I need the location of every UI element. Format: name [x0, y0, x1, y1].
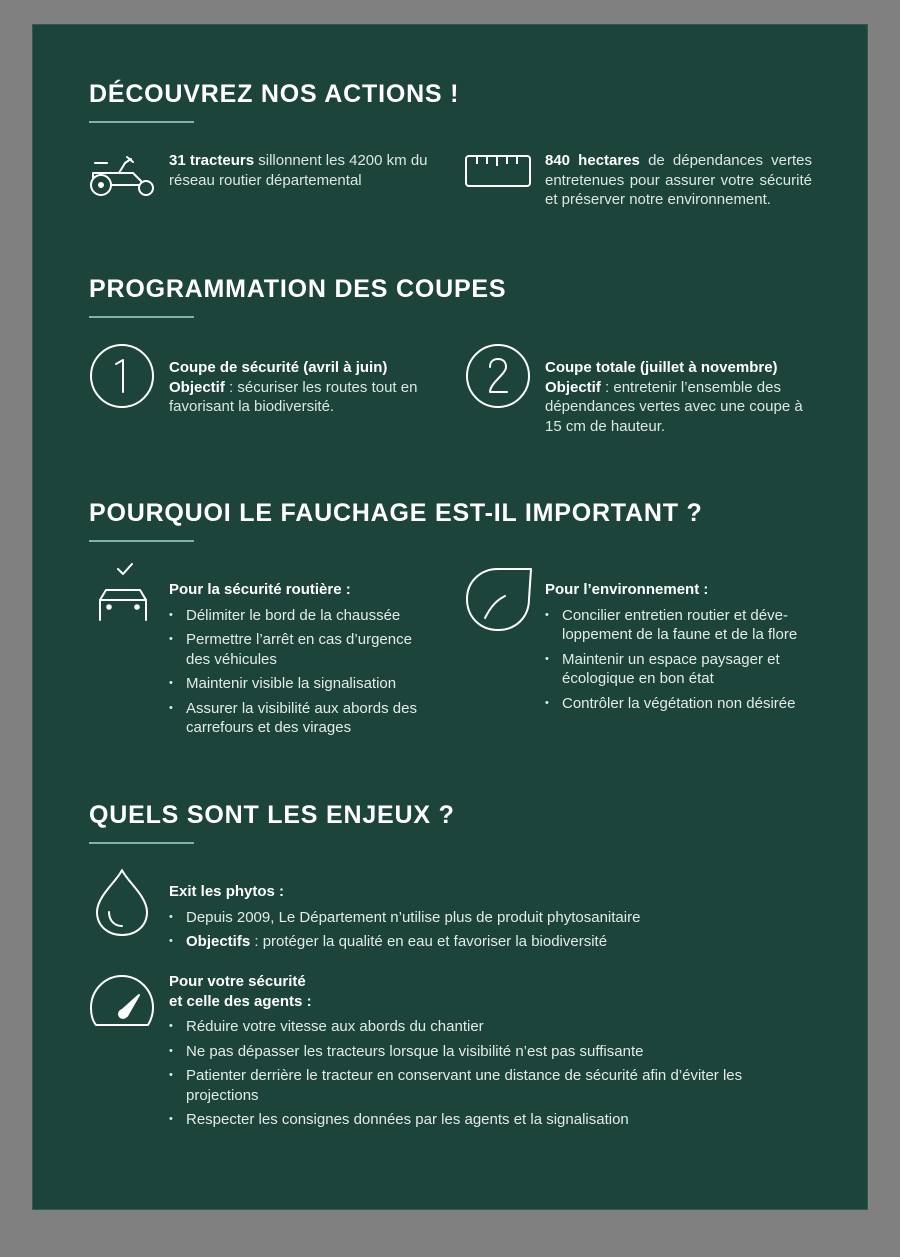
- number-2-circle-icon: [465, 342, 533, 410]
- hectares-desc: de dépendances vertes entretenues pour assurer votre sécurité et préserver notre environnement.: [545, 152, 812, 208]
- coupe-1-objectif-text: : sécuriser les routes tout en favorisant la biodiversité.: [169, 378, 418, 415]
- list-item: • Respecter les consignes données par les agents et la signalisation: [169, 1110, 809, 1130]
- securite-agents-heading: Pour votre sécurité: [169, 973, 306, 990]
- list-item: • Maintenir un espace paysager et écologique en bon état: [545, 650, 815, 689]
- securite-routiere-text: [169, 580, 439, 743]
- securite-agents-text: [169, 972, 809, 1135]
- environnement-list: [545, 606, 815, 714]
- section-title: DÉCOUVREZ NOS ACTIONS !: [89, 80, 460, 108]
- objectifs-text: : protéger la qualité en eau et favoriser la biodiversité: [250, 933, 608, 950]
- title-underline: [89, 842, 194, 844]
- coupe-2-title: Coupe totale (juillet à novembre): [545, 359, 778, 376]
- phytos-list: [169, 908, 769, 952]
- environnement-heading: Pour l’environnement :: [545, 581, 709, 598]
- section-pourquoi: [89, 498, 829, 736]
- title-underline: [89, 540, 194, 542]
- tracteurs-text: [169, 151, 429, 190]
- title-underline: [89, 316, 194, 318]
- section-title: POURQUOI LE FAUCHAGE EST-IL IMPORTANT ?: [89, 499, 703, 527]
- list-item: • Permettre l’arrêt en cas d’urgence des véhicules: [169, 630, 439, 669]
- tractor-icon: [89, 151, 159, 201]
- coupe-2-objectif-text: : entretenir l’ensemble des dépendances vertes avec une coupe à 15 cm de hauteur.: [545, 378, 803, 435]
- list-item: • Concilier entretien routier et déve-loppement de la faune et de la flore: [545, 606, 815, 645]
- number-1-circle-icon: [89, 342, 157, 410]
- list-item: • Délimiter le bord de la chaussée: [169, 606, 439, 626]
- securite-routiere-list: [169, 606, 439, 738]
- coupe-1-title: Coupe de sécurité (avril à juin): [169, 359, 388, 376]
- flyer-page: [32, 24, 868, 1210]
- list-item: • Assurer la visibilité aux abords des carrefours et des virages: [169, 699, 439, 738]
- hectares-count: 840 hectares: [545, 152, 640, 169]
- list-item: [169, 932, 769, 952]
- list-item: • Patienter derrière le tracteur en conservant une distance de sécurité afin d’éviter les projections: [169, 1066, 809, 1105]
- leaf-icon: [465, 566, 535, 636]
- objectifs-label: Objectifs: [186, 933, 251, 950]
- list-item: • Depuis 2009, Le Département n’utilise plus de produit phytosanitaire: [169, 908, 769, 928]
- section-actions: [89, 79, 829, 208]
- phytos-heading: Exit les phytos :: [169, 883, 285, 900]
- coupe-1-objectif-label: Objectif: [169, 378, 225, 396]
- list-item: • Maintenir visible la signalisation: [169, 674, 439, 694]
- phytos-text: [169, 882, 769, 957]
- list-item: • Réduire votre vitesse aux abords du chantier: [169, 1017, 809, 1037]
- securite-agents-heading-2: et celle des agents :: [169, 992, 312, 1010]
- list-item: • Ne pas dépasser les tracteurs lorsque la visibilité n’est pas suffisante: [169, 1042, 809, 1062]
- coupe-1-text: [169, 358, 434, 417]
- ruler-icon: [465, 151, 533, 191]
- speedometer-icon: [89, 974, 159, 1030]
- tracteurs-count: 31 tracteurs: [169, 152, 255, 169]
- securite-agents-list: [169, 1017, 809, 1130]
- securite-routiere-heading: Pour la sécurité routière :: [169, 581, 351, 598]
- coupe-2-objectif-label: Objectif: [545, 378, 601, 396]
- tracteurs-desc: sillonnent les 4200 km du réseau routier départemental: [169, 152, 428, 189]
- section-title: QUELS SONT LES ENJEUX ?: [89, 801, 455, 829]
- hectares-text: [545, 151, 812, 210]
- coupe-2-text: [545, 358, 810, 436]
- section-enjeux: [89, 800, 829, 1128]
- list-item: • Contrôler la végétation non désirée: [545, 694, 815, 714]
- car-check-icon: [97, 560, 151, 632]
- section-programmation: [89, 274, 829, 435]
- environnement-text: [545, 580, 815, 718]
- water-drop-icon: [95, 868, 151, 938]
- title-underline: [89, 121, 194, 123]
- section-title: PROGRAMMATION DES COUPES: [89, 275, 507, 303]
